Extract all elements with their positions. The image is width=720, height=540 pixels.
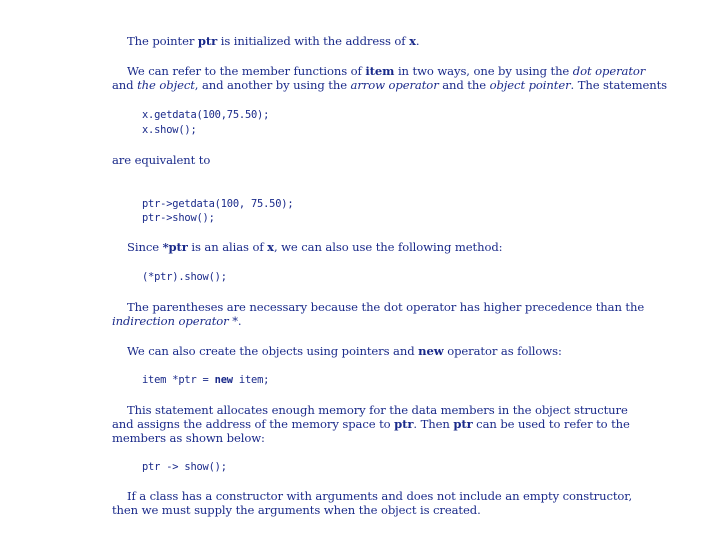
code-new-item: item *ptr = new item; [142,374,270,386]
paragraph-member-access-line2: and the object, and another by using the arrow operator and the object pointer. The statements [112,78,668,92]
book-page [112,0,668,540]
paragraph-new-operator: We can also create the objects using pointers and new operator as follows: [127,344,562,358]
paragraph-constructor-line1: If a class has a constructor with arguments and does not include an empty constructor, [127,489,633,503]
code-dot-getdata: x.getdata(100,75.50); [142,109,270,121]
paragraph-pointer-init: The pointer ptr is initialized with the address of x. [127,34,420,48]
paragraph-parentheses-line2: indirection operator *. [112,314,242,328]
code-dot-show: x.show(); [142,124,197,136]
code-ptr-show: ptr -> show(); [142,461,227,473]
paragraph-allocation-line3: members as shown below: [112,431,265,445]
paragraph-alias: Since *ptr is an alias of x, we can also use the following method: [127,240,503,254]
code-arrow-show: ptr->show(); [142,212,215,224]
paragraph-equivalent: are equivalent to [112,153,211,167]
paragraph-allocation-line2: and assigns the address of the memory space to ptr. Then ptr can be used to refer to the [112,417,630,431]
paragraph-member-access-line1: We can refer to the member functions of item in two ways, one by using the dot operator [127,64,646,78]
paragraph-constructor-line2: then we must supply the arguments when the object is created. [112,503,481,517]
paragraph-allocation-line1: This statement allocates enough memory for the data members in the object structure [127,403,628,417]
paragraph-parentheses-line1: The parentheses are necessary because the dot operator has higher precedence than the [127,300,645,314]
code-arrow-getdata: ptr->getdata(100, 75.50); [142,198,294,210]
code-deref-show: (*ptr).show(); [142,271,227,283]
